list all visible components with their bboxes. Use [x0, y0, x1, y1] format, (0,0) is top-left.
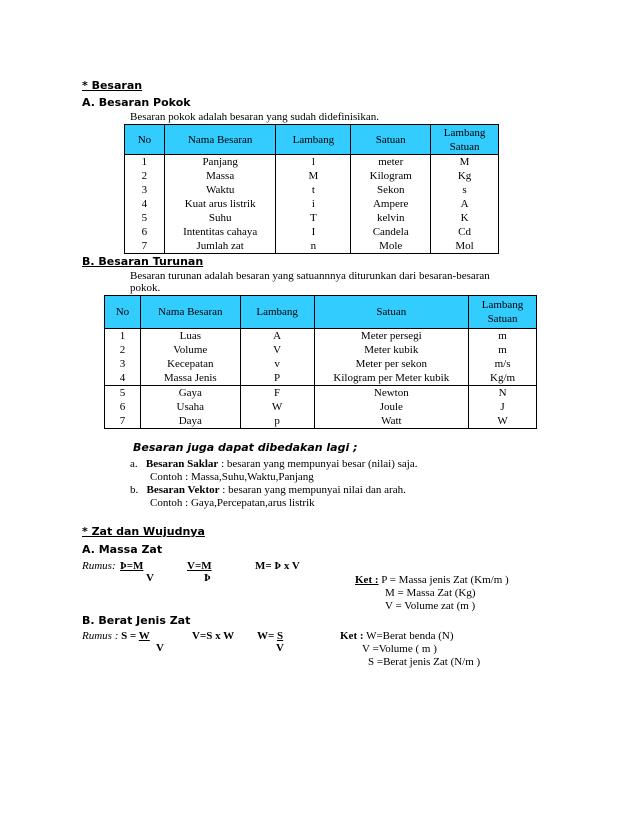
table-cell: m: [469, 343, 537, 357]
massa-formula-3: M= Þ x V: [255, 560, 300, 572]
table-cell: meter: [351, 155, 431, 170]
besaran-vektor-item: b. Besaran Vektor : besaran yang mempunyai nilai dan arah.: [130, 484, 406, 496]
berat-ket-line3: S =Berat jenis Zat (N/m ): [368, 656, 481, 668]
table-row: [125, 211, 499, 225]
table-cell: 3: [105, 357, 141, 371]
besaran-vektor-example: Contoh : Gaya,Percepatan,arus listrik: [150, 497, 315, 509]
table-cell: 6: [125, 225, 165, 239]
table-cell: Usaha: [140, 400, 240, 414]
table-cell: Kilogram: [351, 169, 431, 183]
subsection-title-besaran-pokok: A. Besaran Pokok: [82, 96, 191, 109]
table-cell: Kilogram per Meter kubik: [314, 371, 469, 386]
table-cell: M: [276, 169, 351, 183]
berat-formula-3: W= S: [257, 630, 284, 642]
table-cell: Massa: [164, 169, 276, 183]
table-cell: m/s: [469, 357, 537, 371]
table-cell: F: [240, 386, 314, 401]
table-cell: Sekon: [351, 183, 431, 197]
besaran-saklar-item: a. Besaran Saklar : besaran yang mempunyai besar (nilai) saja.: [130, 458, 418, 470]
header-nama-besaran: Nama Besaran: [164, 125, 276, 155]
table-row: [105, 400, 537, 414]
table-cell: 5: [125, 211, 165, 225]
table-row: [105, 357, 537, 371]
table-cell: Ampere: [351, 197, 431, 211]
besaran-saklar-example: Contoh : Massa,Suhu,Waktu,Panjang: [150, 471, 314, 483]
table-cell: N: [469, 386, 537, 401]
table-cell: 7: [105, 414, 141, 429]
table-cell: Watt: [314, 414, 469, 429]
header-no: No: [125, 125, 165, 155]
table-cell: Meter kubik: [314, 343, 469, 357]
table-row: [125, 225, 499, 239]
table-cell: 2: [105, 343, 141, 357]
besaran-classification-title: Besaran juga dapat dibedakan lagi ;: [133, 441, 358, 454]
berat-formula-3-denominator: V: [276, 642, 284, 654]
massa-rumus-label: Rumus:: [82, 560, 116, 572]
table-row: [105, 386, 537, 401]
berat-formula-1-denominator: V: [156, 642, 164, 654]
table-cell: Volume: [140, 343, 240, 357]
table-cell: Daya: [140, 414, 240, 429]
table-cell: n: [276, 239, 351, 254]
table-row: [105, 329, 537, 344]
table-row: [125, 183, 499, 197]
header-lambang-satuan: Lambang Satuan: [431, 125, 499, 155]
table-cell: I: [276, 225, 351, 239]
berat-formula-2: V=S x W: [192, 630, 235, 642]
table-cell: W: [240, 400, 314, 414]
table-cell: 1: [105, 329, 141, 344]
table-cell: Luas: [140, 329, 240, 344]
table-cell: Meter persegi: [314, 329, 469, 344]
subsection-title-besaran-turunan: B. Besaran Turunan: [82, 255, 204, 268]
table-cell: 5: [105, 386, 141, 401]
besaran-turunan-description-line2: pokok.: [130, 282, 161, 294]
table-cell: Candela: [351, 225, 431, 239]
table-row: [125, 239, 499, 254]
table-cell: 7: [125, 239, 165, 254]
section-title-besaran: * Besaran: [82, 79, 143, 92]
table-cell: Cd: [431, 225, 499, 239]
table-row: [105, 343, 537, 357]
table-cell: s: [431, 183, 499, 197]
table-cell: Meter per sekon: [314, 357, 469, 371]
table-cell: 4: [125, 197, 165, 211]
besaran-pokok-table: [124, 124, 499, 254]
table-cell: Kuat arus listrik: [164, 197, 276, 211]
table-cell: A: [240, 329, 314, 344]
massa-ket-line1: Ket : P = Massa jenis Zat (Km/m ): [355, 574, 509, 586]
table-cell: t: [276, 183, 351, 197]
section-title-zat-dan-wujudnya: * Zat dan Wujudnya: [82, 525, 205, 538]
subsection-title-massa-zat: A. Massa Zat: [82, 543, 163, 556]
besaran-turunan-description-line1: Besaran turunan adalah besaran yang satuannnya diturunkan dari besaran-besaran: [130, 270, 490, 282]
header-no: No: [105, 296, 141, 329]
table-row: [105, 414, 537, 429]
massa-formula-1-denominator: V: [146, 572, 154, 584]
table-cell: M: [431, 155, 499, 170]
table-cell: P: [240, 371, 314, 386]
table-row: [125, 169, 499, 183]
table-row: [105, 371, 537, 386]
table-cell: W: [469, 414, 537, 429]
besaran-turunan-table: [104, 295, 537, 429]
table-cell: Suhu: [164, 211, 276, 225]
table-cell: l: [276, 155, 351, 170]
table-header-row: [125, 125, 499, 155]
table-cell: i: [276, 197, 351, 211]
table-cell: 2: [125, 169, 165, 183]
table-cell: Massa Jenis: [140, 371, 240, 386]
table-cell: Panjang: [164, 155, 276, 170]
table-cell: V: [240, 343, 314, 357]
table-cell: p: [240, 414, 314, 429]
massa-formula-2-denominator: Þ: [204, 572, 211, 584]
table-cell: Waktu: [164, 183, 276, 197]
berat-ket-line1: Ket : W=Berat benda (N): [340, 630, 454, 642]
massa-ket-line3: V = Volume zat (m ): [385, 600, 476, 612]
berat-formula-1: Rumus : S = W: [82, 630, 150, 642]
table-cell: kelvin: [351, 211, 431, 225]
header-satuan: Satuan: [314, 296, 469, 329]
table-cell: Gaya: [140, 386, 240, 401]
table-cell: 3: [125, 183, 165, 197]
table-cell: m: [469, 329, 537, 344]
table-cell: 6: [105, 400, 141, 414]
table-cell: Intentitas cahaya: [164, 225, 276, 239]
table-cell: A: [431, 197, 499, 211]
subsection-title-berat-jenis-zat: B. Berat Jenis Zat: [82, 614, 191, 627]
table-cell: Jumlah zat: [164, 239, 276, 254]
table-cell: Kecepatan: [140, 357, 240, 371]
berat-ket-line2: V =Volume ( m ): [362, 643, 437, 655]
header-lambang: Lambang: [276, 125, 351, 155]
table-cell: K: [431, 211, 499, 225]
table-cell: Kg/m: [469, 371, 537, 386]
table-cell: 4: [105, 371, 141, 386]
table-cell: J: [469, 400, 537, 414]
table-header-row: [105, 296, 537, 329]
table-cell: T: [276, 211, 351, 225]
header-lambang-satuan: Lambang Satuan: [469, 296, 537, 329]
table-cell: Newton: [314, 386, 469, 401]
massa-ket-line2: M = Massa Zat (Kg): [385, 587, 476, 599]
table-cell: v: [240, 357, 314, 371]
header-nama-besaran: Nama Besaran: [140, 296, 240, 329]
table-row: [125, 197, 499, 211]
table-cell: 1: [125, 155, 165, 170]
table-row: [125, 155, 499, 170]
table-cell: Kg: [431, 169, 499, 183]
header-lambang: Lambang: [240, 296, 314, 329]
massa-formula-1-numerator: Þ=M: [120, 560, 144, 572]
header-satuan: Satuan: [351, 125, 431, 155]
besaran-pokok-description: Besaran pokok adalah besaran yang sudah didefinisikan.: [130, 111, 379, 123]
table-cell: Mole: [351, 239, 431, 254]
table-cell: Mol: [431, 239, 499, 254]
table-cell: Joule: [314, 400, 469, 414]
massa-formula-2-numerator: V=M: [187, 560, 212, 572]
